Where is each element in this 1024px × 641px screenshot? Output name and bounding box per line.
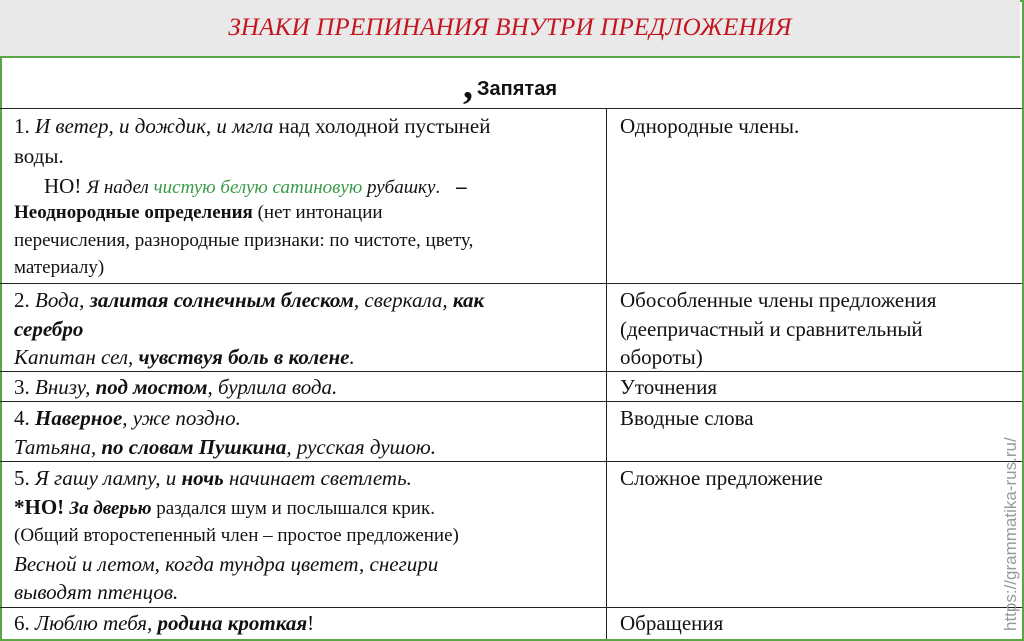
category-label: Сложное предложение xyxy=(620,466,823,490)
category-label: обороты) xyxy=(620,345,703,369)
row-divider xyxy=(0,283,1022,284)
row-divider xyxy=(0,401,1022,402)
category-label: Однородные члены. xyxy=(620,114,800,138)
table-row: выводят птенцов. xyxy=(14,580,179,604)
table-row: воды. xyxy=(14,144,64,168)
table-row: 2. Вода, залитая солнечным блеском, сверкала, как xyxy=(14,288,485,312)
category-label: Уточнения xyxy=(620,375,717,399)
table-row: перечисления, разнородные признаки: по чистоте, цвету, xyxy=(14,230,474,251)
table-row: материалу) xyxy=(14,257,105,278)
table-row: Капитан сел, чувствуя боль в колене. xyxy=(14,345,355,369)
svg-text:https://grammatika-rus.ru/: https://grammatika-rus.ru/ xyxy=(1001,437,1020,631)
row-divider xyxy=(0,108,1022,109)
page-title: ЗНАКИ ПРЕПИНАНИЯ ВНУТРИ ПРЕДЛОЖЕНИЯ xyxy=(0,0,1020,58)
watermark xyxy=(1000,405,1022,635)
table-row: Неоднородные определения (нет интонации xyxy=(14,202,383,223)
table-row: 5. Я гашу лампу, и ночь начинает светлеть. xyxy=(14,466,412,490)
example-text: И ветер, и дождик, и мгла xyxy=(35,114,274,138)
row-divider xyxy=(0,461,1022,462)
table-row: *НО! За дверью раздался шум и послышался крик. xyxy=(14,495,435,519)
table-row: 6. Люблю тебя, родина кроткая! xyxy=(14,611,315,635)
category-label: (деепричастный и сравнительный xyxy=(620,317,923,341)
row-divider xyxy=(0,371,1022,372)
category-label: Вводные слова xyxy=(620,406,754,430)
table-row: серебро xyxy=(14,317,84,341)
column-divider xyxy=(606,108,607,639)
section-label: Запятая xyxy=(477,77,557,100)
table-row: (Общий второстепенный член – простое предложение) xyxy=(14,525,459,546)
category-label: Обращения xyxy=(620,611,724,635)
category-label: Обособленные члены предложения xyxy=(620,288,937,312)
table-row: 3. Внизу, под мостом, бурлила вода. xyxy=(14,375,338,399)
comma-symbol: , xyxy=(463,62,473,107)
table-row: Весной и летом, когда тундра цветет, снегири xyxy=(14,552,439,576)
table-row: 4. Наверное, уже поздно. xyxy=(14,406,241,430)
row-divider xyxy=(0,607,1022,608)
table-row: НО! Я надел чистую белую сатиновую рубашку. – xyxy=(44,174,467,198)
table-row: Татьяна, по словам Пушкина, русская душою. xyxy=(14,435,436,459)
highlighted-adjectives: чистую белую сатиновую xyxy=(153,177,363,198)
section-heading xyxy=(0,62,1020,107)
table-row: 1. И ветер, и дождик, и мгла над холодной пустыней xyxy=(14,114,491,138)
